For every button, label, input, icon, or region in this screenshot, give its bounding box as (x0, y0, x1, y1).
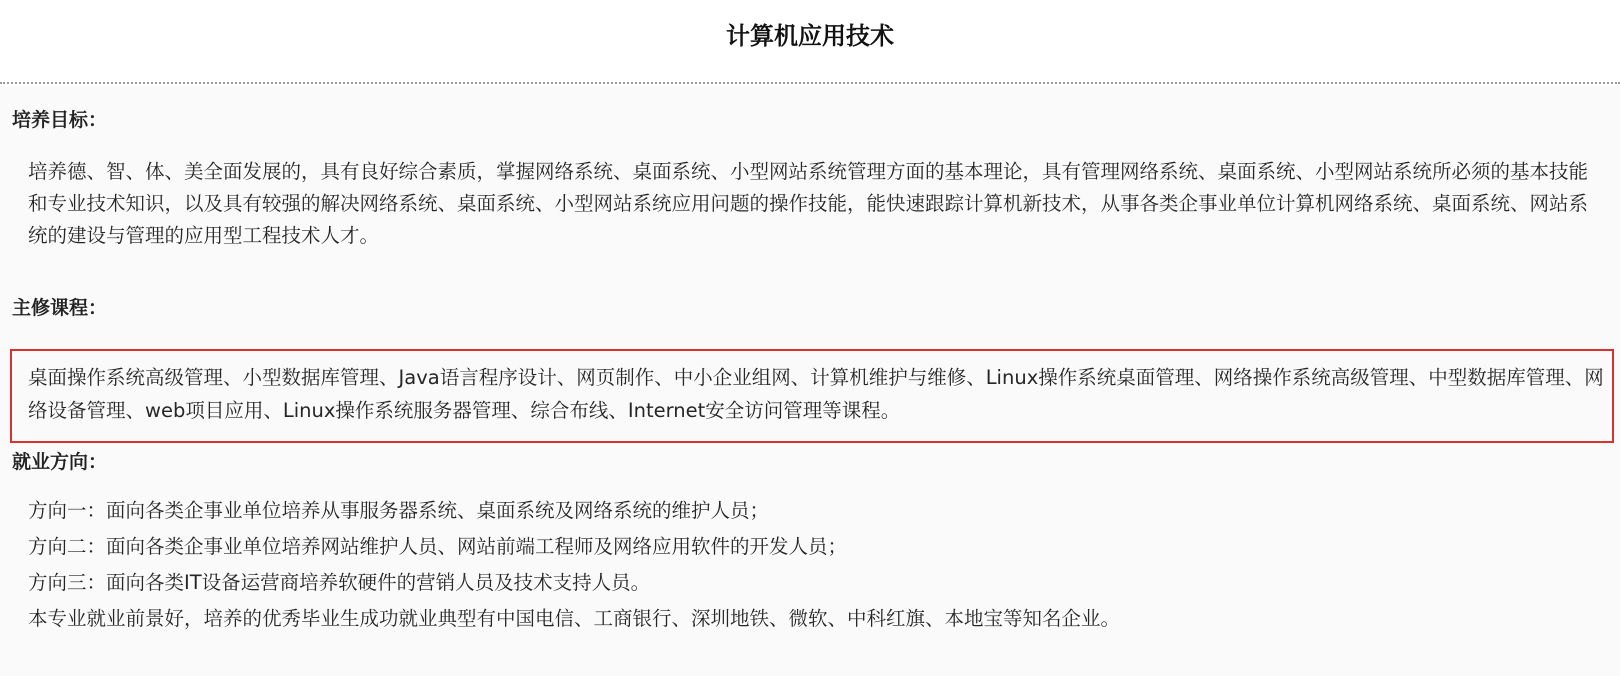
employment-line-2: 方向二：面向各类企事业单位培养网站维护人员、网站前端工程师及网络应用软件的开发人员； (28, 535, 848, 558)
courses-highlight-box (10, 349, 1614, 443)
employment-line-4: 本专业就业前景好，培养的优秀毕业生成功就业典型有中国电信、工商银行、深圳地铁、微软、中科红旗、本地宝等知名企业。 (28, 607, 1121, 630)
courses-heading: 主修课程： (12, 297, 108, 319)
page-title: 计算机应用技术 (726, 22, 894, 50)
employment-heading: 就业方向： (12, 451, 108, 473)
employment-line-1: 方向一：面向各类企事业单位培养从事服务器系统、桌面系统及网络系统的维护人员； (28, 499, 770, 522)
goal-paragraph: 培养德、智、体、美全面发展的，具有良好综合素质，掌握网络系统、桌面系统、小型网站系统管理方面的基本理论，具有管理网络系统、桌面系统、小型网站系统所必须的基本技能和专业技术知识，以及具有较强的解决网络系统、桌面系统、小型网站系统应用问题的操作技能，能快速跟踪计算机新技术，从事各类企事业单位计算机网络系统、桌面系统、网站系统的建设与管理的应用型工程技术人才。 (28, 160, 1589, 247)
employment-line-3: 方向三：面向各类IT设备运营商培养软硬件的营销人员及技术支持人员。 (28, 571, 651, 594)
title-divider (0, 82, 1620, 84)
goal-heading: 培养目标： (12, 109, 108, 131)
courses-paragraph: 桌面操作系统高级管理、小型数据库管理、Java语言程序设计、网页制作、中小企业组网、计算机维护与维修、Linux操作系统桌面管理、网络操作系统高级管理、中型数据库管理、网络设备管理、web项目应用、Linux操作系统服务器管理、综合布线、Internet安全访问管理等课程。 (28, 366, 1604, 422)
